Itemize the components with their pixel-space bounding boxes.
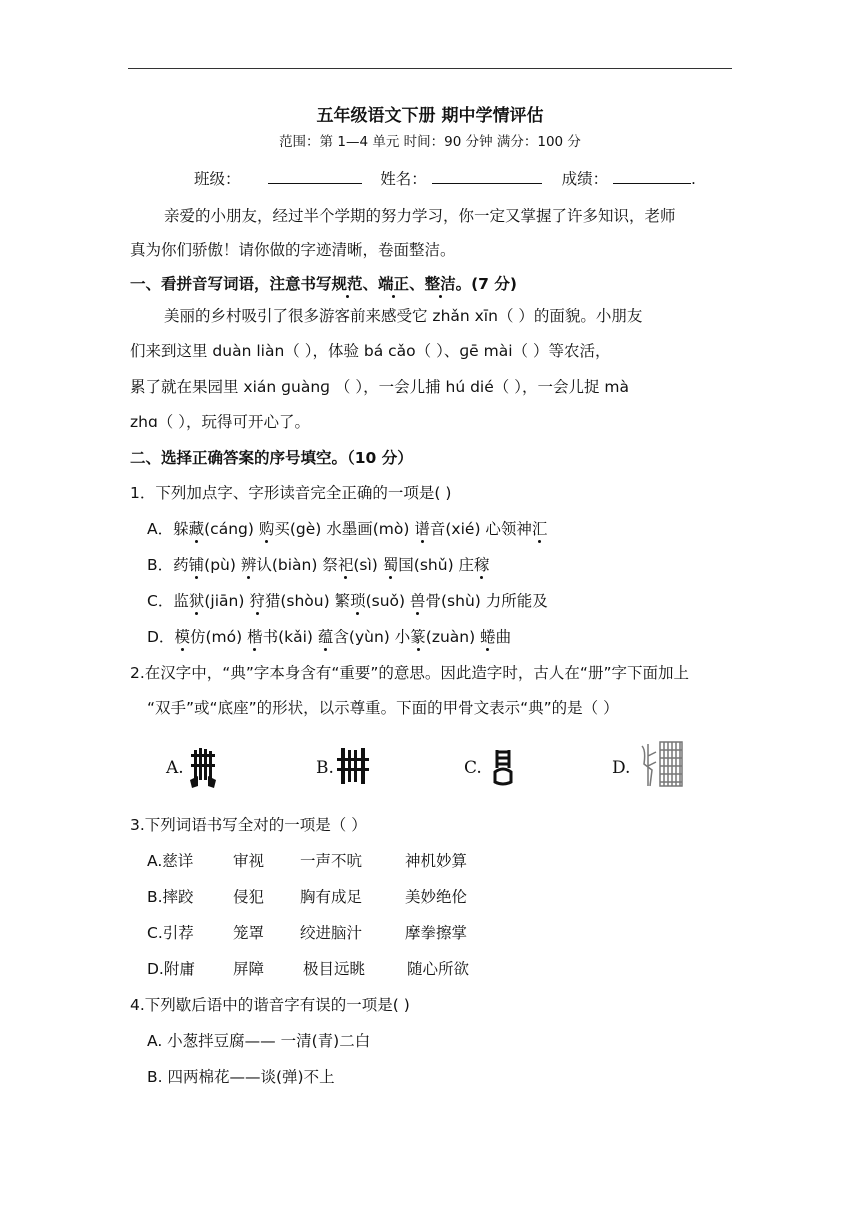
dotted-char: 稼 <box>474 556 490 574</box>
option-text: 认(biàn) 祭 <box>256 556 338 574</box>
section2-heading: 二、选择正确答案的序号填空。（10 分） <box>130 449 413 467</box>
dotted-char: 铺 <box>188 556 205 574</box>
q2-stem-line-1: 2.在汉字中，“典”字本身含有“重要”的意思。因此造字时，古人在“册”字下面加上 <box>130 664 689 682</box>
option-word: 笼罩 <box>233 924 265 942</box>
option-text: 仿(mó) <box>189 628 248 646</box>
q4-option-b[interactable]: B. 四两棉花——谈(弹)不上 <box>147 1068 335 1086</box>
class-label: 班级： <box>194 170 241 188</box>
pinyin-line-4: zhɑ（ ），玩得可开心了。 <box>130 413 310 431</box>
q2-option-c[interactable] <box>464 744 524 790</box>
dotted-char: 蜷 <box>480 628 496 646</box>
dotted-char: 兽 <box>409 592 426 610</box>
option-label: D. <box>612 758 631 778</box>
dotted-char: 蜀 <box>382 556 399 574</box>
q1-option-a[interactable] <box>147 519 547 539</box>
heading-text: 、 <box>362 275 379 293</box>
option-word: 一声不吭 <box>300 852 363 870</box>
q4-stem: 4.下列歇后语中的谐音字有误的一项是( ) <box>130 996 410 1014</box>
option-text: B．药 <box>147 556 189 574</box>
pinyin-line-2: 们来到这里 duàn liàn（ ），体验 bá cǎo（ ）、ɡē mài（ ）等农活， <box>130 342 611 360</box>
dotted-char: 楷 <box>247 628 263 646</box>
exam-title: 五年级语文下册 期中学情评估 <box>316 106 544 126</box>
header-rule <box>128 68 732 69</box>
q1-option-c[interactable] <box>147 591 548 611</box>
option-word: D.附庸 <box>147 960 195 978</box>
student-info-row <box>194 168 696 189</box>
dotted-char: 辨 <box>240 556 257 574</box>
oracle-glyph-b-icon <box>336 746 370 786</box>
q1-option-d[interactable] <box>147 627 511 647</box>
option-text: (pù) <box>204 556 241 574</box>
heading-dotted-text: 端正 <box>378 275 410 293</box>
option-word: 屏障 <box>233 960 265 978</box>
option-text: 曲 <box>495 628 512 646</box>
dotted-char: 狩 <box>249 592 265 610</box>
oracle-glyph-d-icon <box>638 740 686 790</box>
dotted-char: 狱 <box>188 592 205 610</box>
dotted-char: 汇 <box>531 520 548 538</box>
option-word: 极目远眺 <box>303 960 366 978</box>
pinyin-line-3: 累了就在果园里 xián ɡuànɡ （ ），一会儿捕 hú dié（ ），一会儿捉 mà <box>130 378 629 396</box>
option-word: A.慈详 <box>147 852 194 870</box>
q1-stem: 1．下列加点字、字形读音完全正确的一项是( ) <box>130 484 452 502</box>
option-text: A．躲 <box>147 520 189 538</box>
option-text: 国(shǔ) 庄 <box>398 556 475 574</box>
heading-text: 、 <box>409 275 425 293</box>
heading-dotted-text: 整洁 <box>424 275 456 293</box>
dotted-char: 谱 <box>414 520 430 538</box>
option-word: 随心所欲 <box>407 960 470 978</box>
oracle-glyph-a-icon <box>188 746 218 790</box>
intro-line-2: 真为你们骄傲！请你做的字迹清晰，卷面整洁。 <box>130 241 456 259</box>
option-text: 猎(shòu) 繁 <box>264 592 351 610</box>
option-text: (cáng) <box>204 520 259 538</box>
option-text: 买(gè) 水墨画(mò) <box>274 520 415 538</box>
q2-option-a[interactable] <box>166 744 226 790</box>
option-text: (zuàn) <box>425 628 481 646</box>
option-label: A. <box>166 758 184 778</box>
option-text: D． <box>147 628 175 646</box>
intro-line-1: 亲爱的小朋友，经过半个学期的努力学习，你一定又掌握了许多知识，老师 <box>164 207 676 225</box>
dotted-char: 琐 <box>350 592 366 610</box>
dotted-char: 购 <box>258 520 275 538</box>
section1-heading <box>130 274 517 294</box>
heading-text: 。(7 分) <box>455 275 517 293</box>
dotted-char: 蕴 <box>317 628 334 646</box>
option-word: B.摔跤 <box>147 888 194 906</box>
option-text: 音(xié) 心领神 <box>429 520 532 538</box>
dotted-char: 祀 <box>337 556 354 574</box>
option-label: B. <box>316 758 334 778</box>
dotted-char: 篆 <box>410 628 426 646</box>
option-word: C.引荐 <box>147 924 194 942</box>
option-text: 含(yùn) 小 <box>333 628 411 646</box>
info-end-mark: . <box>691 170 696 188</box>
option-text: (sì) <box>353 556 383 574</box>
dotted-char: 藏 <box>188 520 205 538</box>
option-word: 摩拳擦掌 <box>405 924 468 942</box>
option-word: 神机妙算 <box>405 852 468 870</box>
pinyin-line-1: 美丽的乡村吸引了很多游客前来感受它 zhǎn xīn（ ）的面貌。小朋友 <box>164 307 643 325</box>
option-word: 审视 <box>233 852 265 870</box>
heading-text: 一、看拼音写词语，注意书写 <box>130 275 332 293</box>
dotted-char: 模 <box>174 628 190 646</box>
option-text: (jiān) <box>204 592 250 610</box>
option-label: C. <box>464 758 482 778</box>
option-word: 绞进脑汁 <box>300 924 363 942</box>
name-blank[interactable] <box>432 168 542 184</box>
heading-dotted-text: 规范 <box>331 275 363 293</box>
option-word: 侵犯 <box>233 888 265 906</box>
q2-stem-line-2: “双手”或“底座”的形状，以示尊重。下面的甲骨文表示“典”的是（ ） <box>147 699 619 717</box>
option-text: 书(kǎi) <box>262 628 318 646</box>
oracle-glyph-c-icon <box>492 748 514 788</box>
q2-option-d[interactable] <box>612 744 692 790</box>
option-word: 美妙绝伦 <box>405 888 468 906</box>
class-blank[interactable] <box>268 168 362 184</box>
score-label: 成绩： <box>561 170 609 188</box>
name-label: 姓名： <box>380 170 427 188</box>
q3-stem: 3.下列词语书写全对的一项是（ ） <box>130 816 367 834</box>
q4-option-a[interactable]: A. 小葱拌豆腐—— 一清(青)二白 <box>147 1032 371 1050</box>
score-blank[interactable] <box>613 168 691 184</box>
option-text: 骨(shù) 力所能及 <box>425 592 548 610</box>
q1-option-b[interactable] <box>147 555 490 575</box>
option-text: (suǒ) <box>365 592 410 610</box>
exam-subtitle: 范围：第 1—4 单元 时间：90 分钟 满分：100 分 <box>279 134 581 150</box>
option-word: 胸有成足 <box>300 888 363 906</box>
option-text: C．监 <box>147 592 189 610</box>
q2-option-b[interactable] <box>316 744 376 790</box>
